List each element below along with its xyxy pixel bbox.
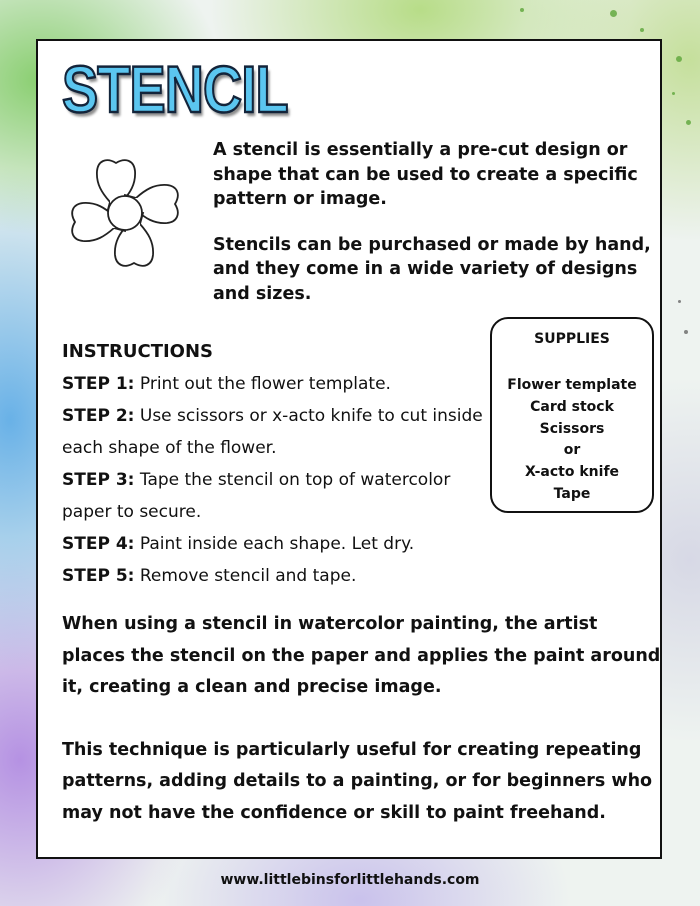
step-label: STEP 2: <box>62 406 135 426</box>
step-label: STEP 5: <box>62 566 135 586</box>
supplies-list <box>492 375 652 506</box>
paint-splatter <box>676 56 682 62</box>
footer-url[interactable]: www.littlebinsforlittlehands.com <box>220 872 480 888</box>
intro-paragraph-1: A stencil is essentially a pre-cut design or shape that can be used to create a specific pattern or image. <box>213 140 638 209</box>
step-label: STEP 1: <box>62 374 135 394</box>
supply-item: or <box>563 442 581 459</box>
supply-item: Tape <box>553 485 591 502</box>
step-text: Use scissors or x-acto knife to cut inside each shape of the flower. <box>62 406 483 458</box>
supplies-title: SUPPLIES <box>534 331 610 347</box>
supply-item: Card stock <box>530 398 614 415</box>
step-2 <box>62 400 492 464</box>
paint-splatter <box>640 28 644 32</box>
supply-item: Scissors <box>539 420 605 437</box>
step-4 <box>62 528 492 560</box>
paint-splatter <box>684 330 688 334</box>
closing-paragraph-1: When using a stencil in watercolor painting, the artist places the stencil on the paper and applies the paint around it, creating a clean and precise image. <box>62 614 661 697</box>
stencil-worksheet <box>36 39 662 859</box>
flower-stencil-icon <box>50 138 200 288</box>
intro-paragraph-2: Stencils can be purchased or made by hand, and they come in a wide variety of designs and sizes. <box>213 234 651 304</box>
paint-splatter <box>686 120 691 125</box>
step-5 <box>62 560 492 592</box>
supply-item: Flower template <box>507 377 637 393</box>
step-1 <box>62 368 492 400</box>
step-label: STEP 3: <box>62 470 135 490</box>
page-title: STENCIL <box>62 52 288 126</box>
paint-splatter <box>520 8 524 12</box>
step-text: Print out the flower template. <box>139 374 391 394</box>
paint-splatter <box>678 300 681 303</box>
step-text: Remove stencil and tape. <box>139 566 357 586</box>
step-label: STEP 4: <box>62 534 135 554</box>
step-text: Tape the stencil on top of watercolor paper to secure. <box>62 470 451 522</box>
supplies-box <box>490 317 654 513</box>
supply-item: X-acto knife <box>524 464 620 481</box>
paint-splatter <box>672 92 675 95</box>
closing-text <box>62 609 662 860</box>
step-3 <box>62 464 492 528</box>
paint-splatter <box>610 10 617 17</box>
step-text: Paint inside each shape. Let dry. <box>139 534 415 554</box>
instructions-heading: INSTRUCTIONS <box>62 341 213 362</box>
instructions-steps <box>62 368 492 592</box>
intro-text <box>213 138 658 327</box>
closing-paragraph-2: This technique is particularly useful for creating repeating patterns, adding details to a painting, or for beginners who may not have the confidence or skill to paint freehand. <box>62 739 653 823</box>
